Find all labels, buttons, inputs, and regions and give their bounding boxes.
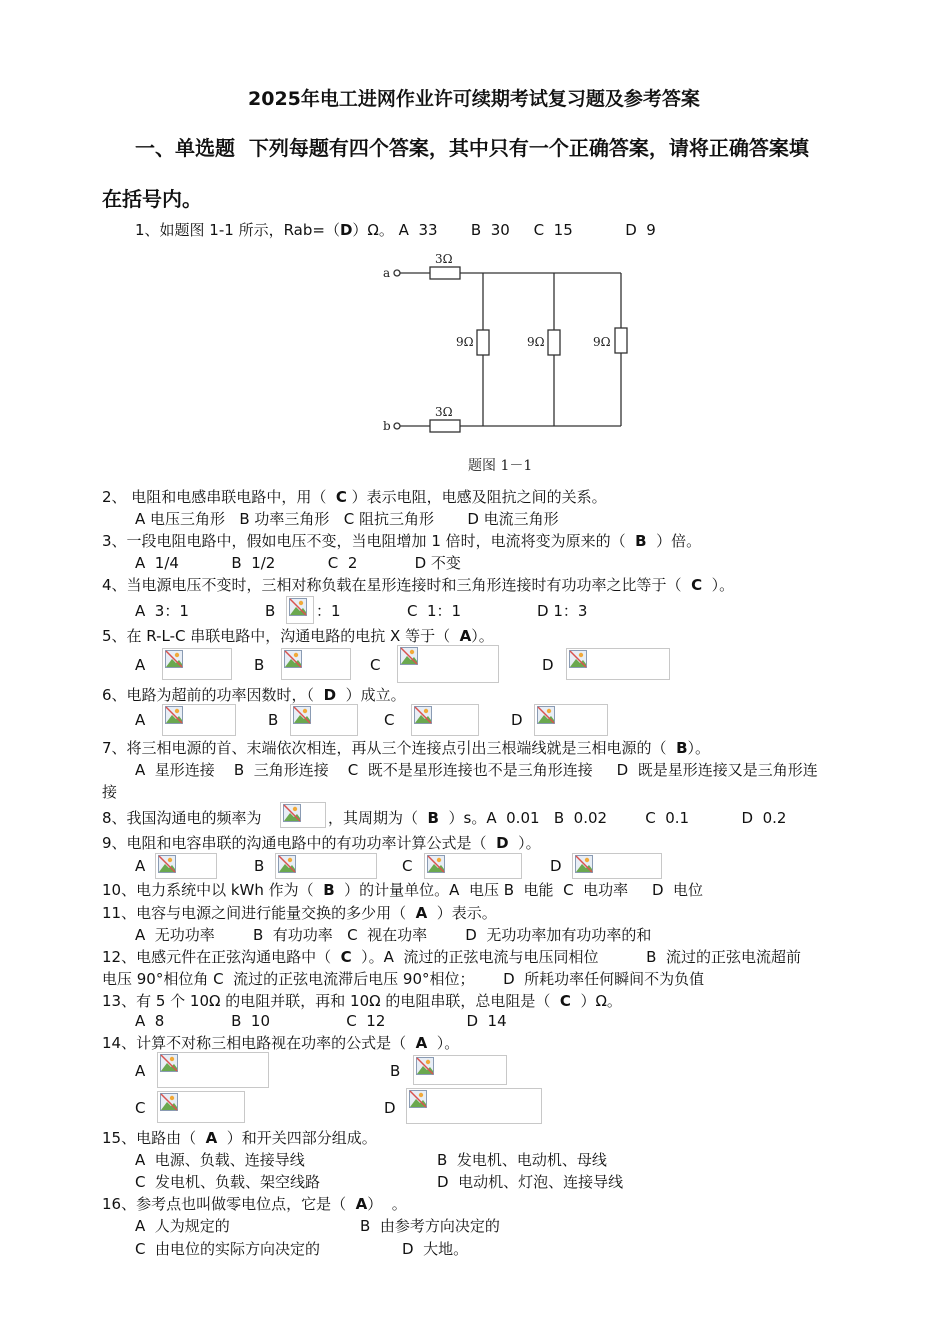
formula-image-placeholder [572, 853, 662, 879]
broken-image-icon [293, 706, 311, 724]
resistor-bottom-label: 3Ω [435, 405, 453, 419]
q2-answer: C [335, 488, 347, 506]
question-14: 14、计算不对称三相电路视在功率的公式是（ A ）。 [102, 1034, 460, 1052]
q15-option-c: C 发电机、负载、架空线路 [135, 1173, 321, 1191]
page-title: 2025年电工进网作业许可续期考试复习题及参考答案 [248, 88, 700, 110]
q15-answer: A [205, 1129, 218, 1147]
resistor-top-label: 3Ω [435, 252, 453, 266]
question-3: 3、一段电阻电路中，假如电压不变，当电阻增加 1 倍时，电流将变为原来的（ B ）倍。 [102, 532, 702, 550]
q14-option-c-label: C [135, 1099, 146, 1117]
q4-option-a: A 3：1 [135, 602, 189, 620]
q1-text: 1、如题图 1-1 所示，Rab=（ [135, 221, 340, 239]
question-12: 12、电感元件在正弦沟通电路中（ C ）。A 流过的正弦电流与电压同相位 B 流过的正弦电流超前 [102, 948, 801, 966]
q1-answer: D [339, 221, 353, 239]
formula-image-placeholder [280, 802, 326, 828]
q9-answer: D [496, 834, 509, 852]
q10-answer: B [323, 881, 335, 899]
q14-option-a-label: A [135, 1062, 146, 1080]
broken-image-icon [158, 855, 176, 873]
q16-answer: A [355, 1195, 368, 1213]
formula-image-placeholder [411, 704, 479, 736]
question-15: 15、电路由（ A ）和开关四部分组成。 [102, 1129, 377, 1147]
q9-option-d-label: D [550, 857, 562, 875]
question-10: 10、电力系统中以 kWh 作为（ B ）的计量单位。A 电压 B 电能 C 电功率 D 电位 [102, 881, 704, 899]
question-16: 16、参考点也叫做零电位点，它是（ A） 。 [102, 1195, 407, 1213]
q6-option-a-label: A [135, 711, 146, 729]
question-13: 13、有 5 个 10Ω 的电阻并联，再和 10Ω 的电阻串联，总电阻是（ C ）Ω。 [102, 992, 622, 1010]
question-7-options: A 星形连接 B 三角形连接 C 既不是星形连接也不是三角形连接 D 既是星形连接又是三角形连 [135, 761, 818, 779]
question-13-options: A 8 B 10 C 12 D 14 [135, 1012, 507, 1030]
question-2-options: A 电压三角形 B 功率三角形 C 阻抗三角形 D 电流三角形 [135, 510, 559, 528]
q5-option-d-label: D [542, 656, 554, 674]
question-8: ，其周期为（ B ）s。A 0.01 B 0.02 C 0.1 D 0.2 [328, 809, 787, 827]
broken-image-icon [409, 1090, 427, 1108]
formula-image-placeholder [162, 704, 236, 736]
q12-answer: C [340, 948, 352, 966]
question-3-options: A 1/4 B 1/2 C 2 D 不变 [135, 554, 461, 572]
broken-image-icon [289, 598, 307, 616]
broken-image-icon [414, 706, 432, 724]
formula-image-placeholder [566, 648, 670, 680]
q9-option-c-label: C [402, 857, 413, 875]
broken-image-icon [160, 1054, 178, 1072]
question-12-cont: 电压 90°相位角 C 流过的正弦电流滞后电压 90°相位； D 所耗功率任何瞬间不为负值 [102, 970, 705, 988]
q15-option-d: D 电动机、灯泡、连接导线 [437, 1173, 624, 1191]
q16-option-c: C 由电位的实际方向决定的 [135, 1240, 321, 1258]
question-5: 5、在 R-L-C 串联电路中，沟通电路的电抗 X 等于（ A）。 [102, 627, 494, 645]
formula-image-placeholder [413, 1055, 507, 1085]
formula-image-placeholder [397, 645, 499, 683]
q15-option-a: A 电源、负载、连接导线 [135, 1151, 305, 1169]
q5-answer: A [459, 627, 472, 645]
broken-image-icon [416, 1057, 434, 1075]
section-heading-line1: 一、单选题 下列每题有四个答案，其中只有一个正确答案，请将正确答案填 [135, 136, 809, 160]
q6-option-c-label: C [384, 711, 395, 729]
formula-image-placeholder [424, 853, 522, 879]
formula-image-placeholder [286, 596, 314, 624]
formula-image-placeholder [162, 648, 232, 680]
q16-option-b: B 由参考方向决定的 [360, 1217, 500, 1235]
question-2: 2、 电阻和电感串联电路中，用（ C ）表示电阻，电感及阻抗之间的关系。 [102, 488, 607, 506]
q14-answer: A [415, 1034, 428, 1052]
formula-image-placeholder [157, 1091, 245, 1123]
question-7-options-cont: 接 [102, 783, 118, 801]
question-1 [135, 220, 950, 240]
q5-option-a-label: A [135, 656, 146, 674]
figure-caption: 题图 1－1 [468, 458, 533, 474]
broken-image-icon [160, 1093, 178, 1111]
broken-image-icon [537, 706, 555, 724]
q6-option-b-label: B [268, 711, 279, 729]
q3-answer: B [635, 532, 647, 550]
q8-answer: B [427, 809, 439, 827]
q16-option-a: A 人为规定的 [135, 1217, 230, 1235]
q6-answer: D [323, 686, 337, 704]
resistor-3-label: 9Ω [593, 335, 611, 349]
broken-image-icon [278, 855, 296, 873]
formula-image-placeholder [290, 704, 358, 736]
q5-option-b-label: B [254, 656, 265, 674]
q13-answer: C [559, 992, 571, 1010]
broken-image-icon [284, 650, 302, 668]
q15-option-b: B 发电机、电动机、母线 [437, 1151, 607, 1169]
q5-option-c-label: C [370, 656, 381, 674]
resistor-1-label: 9Ω [456, 335, 474, 349]
terminal-b-label: b [383, 419, 391, 433]
resistor-2-label: 9Ω [527, 335, 545, 349]
broken-image-icon [165, 650, 183, 668]
question-9: 9、电阻和电容串联的沟通电路中的有功功率计算公式是（ D ）。 [102, 834, 541, 852]
section-heading-line2: 在括号内。 [102, 187, 202, 211]
circuit-diagram-figure [378, 250, 638, 480]
question-6: 6、电路为超前的功率因数时，（ D ）成立。 [102, 686, 406, 704]
formula-image-placeholder [406, 1088, 542, 1124]
q9-option-a-label: A [135, 857, 146, 875]
terminal-a-label: a [383, 266, 391, 280]
formula-image-placeholder [157, 1052, 269, 1088]
q16-option-d: D 大地。 [402, 1240, 469, 1258]
formula-image-placeholder [534, 704, 608, 736]
broken-image-icon [165, 706, 183, 724]
question-11: 11、电容与电源之间进行能量交换的多少用（ A ）表示。 [102, 904, 497, 922]
q9-option-b-label: B [254, 857, 265, 875]
q4-option-b-label: B [265, 602, 276, 620]
q4-answer: C [691, 576, 703, 594]
question-7: 7、将三相电源的首、末端依次相连，再从三个连接点引出三根端线就是三相电源的（ B）。 [102, 739, 711, 757]
broken-image-icon [575, 855, 593, 873]
formula-image-placeholder [275, 853, 377, 879]
broken-image-icon [283, 804, 301, 822]
q1-options: ）Ω。 A 33 B 30 C 15 D 9 [352, 221, 656, 239]
question-4: 4、当电源电压不变时，三相对称负载在星形连接时和三角形连接时有功功率之比等于（ C ）。 [102, 576, 735, 594]
q14-option-b-label: B [390, 1062, 401, 1080]
q7-answer: B [676, 739, 688, 757]
broken-image-icon [400, 647, 418, 665]
question-11-options: A 无功功率 B 有功功率 C 视在功率 D 无功功率加有功功率的和 [135, 926, 652, 944]
q4-option-b-ratio: ：1 [316, 602, 341, 620]
q4-option-d: D 1：3 [537, 602, 588, 620]
q6-option-d-label: D [511, 711, 523, 729]
q11-answer: A [415, 904, 428, 922]
formula-image-placeholder [155, 853, 217, 879]
formula-image-placeholder [281, 648, 351, 680]
broken-image-icon [569, 650, 587, 668]
broken-image-icon [427, 855, 445, 873]
question-8-start: 8、我国沟通电的频率为 [102, 809, 262, 827]
q4-option-c: C 1：1 [407, 602, 462, 620]
q14-option-d-label: D [384, 1099, 396, 1117]
